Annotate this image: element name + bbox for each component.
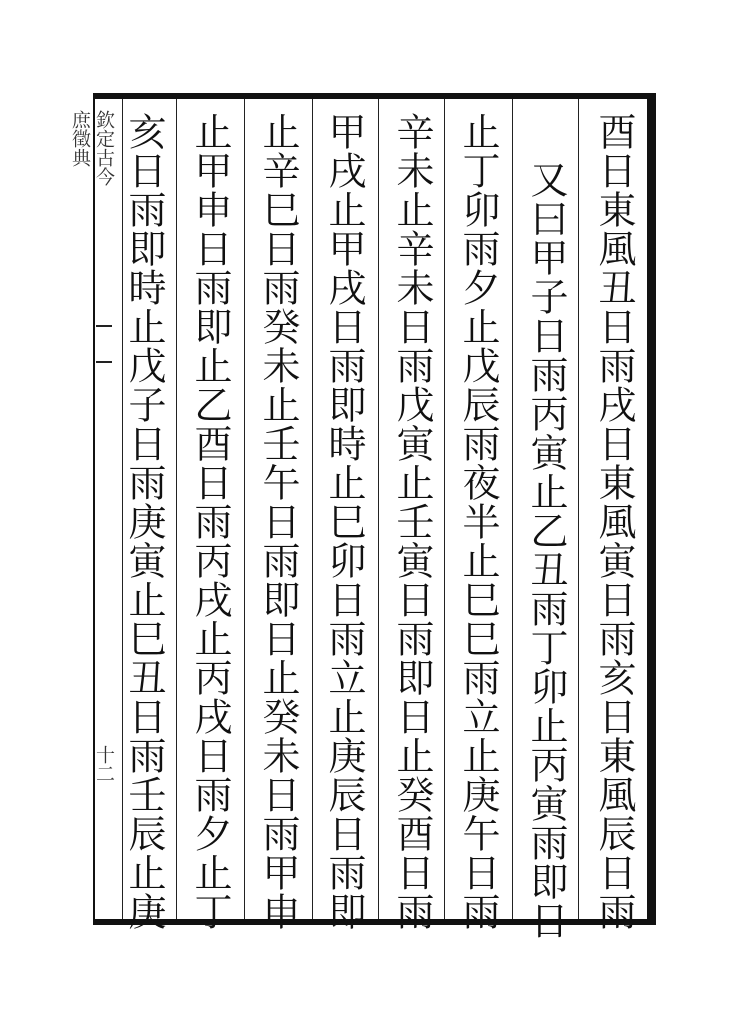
margin-title bbox=[69, 110, 116, 346]
column-divider bbox=[378, 99, 379, 919]
fish-tail-mark bbox=[96, 325, 112, 363]
column-divider bbox=[512, 99, 513, 919]
text-column-1: 酉日東風丑日雨戌日東風寅日雨亥日東風辰日雨 bbox=[592, 112, 636, 931]
page-number: 十二 bbox=[93, 745, 115, 783]
column-divider bbox=[312, 99, 313, 919]
column-divider bbox=[578, 99, 579, 919]
margin-chapter-title: 庶徵典 bbox=[69, 110, 91, 167]
text-column-2: 又曰甲子日雨丙寅止乙丑雨丁卯止丙寅雨即日 bbox=[524, 160, 568, 940]
text-column-8: 亥日雨即時止戊子日雨庚寅止巳丑日雨壬辰止庚 bbox=[122, 112, 166, 931]
text-column-4: 辛未止辛未日雨戊寅止壬寅日雨即日止癸酉日雨 bbox=[390, 112, 434, 931]
text-column-5: 甲戌止甲戌日雨即時止巳卯日雨立止庚辰日雨即 bbox=[322, 112, 366, 931]
text-column-6: 止辛巳日雨癸未止壬午日雨即日止癸未日雨甲申 bbox=[256, 112, 300, 931]
text-column-7: 止甲申日雨即止乙酉日雨丙戌止丙戌日雨夕止丁 bbox=[188, 112, 232, 931]
frame-top-border bbox=[93, 93, 656, 99]
frame-right-border bbox=[647, 93, 656, 925]
text-column-3: 止丁卯雨夕止戊辰雨夜半止巳巳雨立止庚午日雨 bbox=[456, 112, 500, 931]
column-divider bbox=[176, 99, 177, 919]
margin-volume-title: 欽定古今 bbox=[93, 110, 115, 186]
column-divider bbox=[244, 99, 245, 919]
column-divider bbox=[444, 99, 445, 919]
